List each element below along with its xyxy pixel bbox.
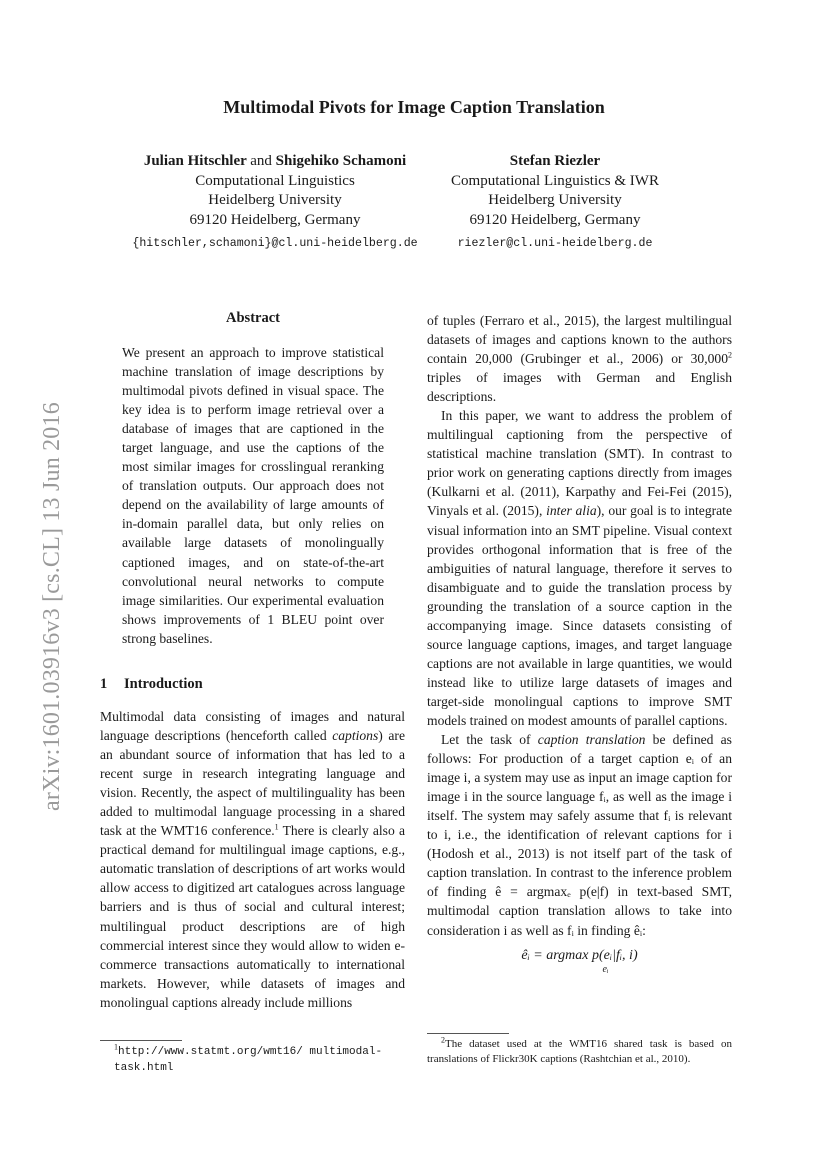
equation-subscript: eᵢ xyxy=(602,963,609,975)
abstract-text: We present an approach to improve statistical machine translation of image descriptions by multimodal pivots defined in visual space. The key idea is to perform image retrieval over a database of images that are captioned in the target language, and use the captions of the most similar images for crosslingual reranking of translation outputs. Our approach does not depend on the availability of large amounts of in-domain parallel data, but only relies on available large datasets of monolingually captioned images, and on state-of-the-art convolutional neural networks to compute image similarities. Our experimental evaluation shows improvements of 1 BLEU point over strong baselines. xyxy=(122,345,384,646)
footnote-url: http://www.statmt.org/wmt16/ multimodal-task.html xyxy=(114,1046,383,1074)
author-email: {hitschler,schamoni}@cl.uni-heidelberg.de xyxy=(132,237,418,250)
section-title: Introduction xyxy=(124,676,203,692)
author-university: Heidelberg University xyxy=(208,192,342,208)
footnote-marker: 1 xyxy=(114,1042,118,1052)
section-number: 1 xyxy=(100,676,108,692)
footnote-marker: 2 xyxy=(441,1035,445,1045)
author-name-2: Shigehiko Schamoni xyxy=(275,153,407,169)
footnote-marker: 1 xyxy=(274,822,279,832)
author-block-right xyxy=(430,152,680,252)
author-university: Heidelberg University xyxy=(488,192,622,208)
paragraph: Multimodal data consisting of images and natural language descriptions (henceforth called captions) are an abundant source of information that has led to a recent surge in research integrating language and vision. Recently, the aspect of multilinguality has been added to multimodal language processing in a shared task at the WMT16 conference.$^1$ There is clearly also a practical demand for multilingual image captions, e.g., automatic translation of descriptions of art works would allow access to digitized art catalogues across language barriers and is thus of social and cultural interest; multilingual product descriptions are of high commercial interest since they would allow to widen e-commerce transactions automatically to international markets. However, while datasets of images and monolingual captions already include millions xyxy=(100,709,405,1010)
author-block-left xyxy=(110,152,440,252)
abstract-heading: Abstract xyxy=(226,310,280,326)
author-conjunction: and xyxy=(250,153,272,169)
footnote-marker: 2 xyxy=(728,350,732,360)
author-name-1: Julian Hitschler xyxy=(143,153,247,169)
author-name-3: Stefan Riezler xyxy=(509,153,601,169)
footnote-rule xyxy=(100,1040,182,1041)
footnote-text: The dataset used at the WMT16 shared task is based on translations of Flickr30K captions (Rashtchian et al., 2010). xyxy=(427,1038,732,1065)
section-heading-introduction xyxy=(100,676,203,693)
paper-title: Multimodal Pivots for Image Caption Translation xyxy=(223,97,605,117)
author-department: Computational Linguistics & IWR xyxy=(451,172,659,189)
paragraph: Let the task of caption translation be defined as follows: For production of a target caption eᵢ of an image i, a system may use as input an image caption for image i in the source language fᵢ, as well as the image i itself. The system may safely assume that fᵢ is relevant to i, i.e., the identification of relevant captions for i (Hodosh et al., 2013) is not itself part of the task of caption translation. In contrast to the inference problem of finding ê = argmaxₑ p(e|f) in text-based SMT, multimodal caption translation allows to take into consideration i as well as fᵢ in finding êᵢ: xyxy=(427,732,732,938)
footnote-rule xyxy=(427,1033,509,1034)
footnote-left xyxy=(100,1040,405,1076)
equation: êᵢ = argmax p(eᵢ|fᵢ, i) eᵢ xyxy=(427,947,732,975)
author-email: riezler@cl.uni-heidelberg.de xyxy=(457,237,653,250)
paragraph: of tuples (Ferraro et al., 2015), the largest multilingual datasets of images and captions known to the authors contain 20,000 (Grubinger et al., 2006) or 30,000$^2$ triples of images with German and English descriptions. xyxy=(427,313,732,405)
author-address: 69120 Heidelberg, Germany xyxy=(189,211,361,228)
author-address: 69120 Heidelberg, Germany xyxy=(469,211,641,228)
author-department: Computational Linguistics xyxy=(195,172,355,189)
paragraph: In this paper, we want to address the problem of multilingual captioning from the perspective of statistical machine translation (SMT). In contrast to prior work on generating captions directly from images (Kulkarni et al. (2011), Karpathy and Fei-Fei (2015), Vinyals et al. (2015), inter alia), our goal is to integrate visual information into an SMT pipeline. Visual context provides orthogonal information that is free of the ambiguities of natural language, therefore it serves to disambiguate and to guide the translation process by grounding the translation of a source caption in the accompanying image. Since datasets consisting of source language captions, images, and target language captions are not available in large quantities, we would instead like to utilize large datasets of images and target-side monolingual captions to improve SMT models trained on modest amounts of parallel captions. xyxy=(427,408,732,728)
right-column-body xyxy=(427,311,732,975)
arxiv-stamp: arXiv:1601.03916v3 [cs.CL] 13 Jun 2016 xyxy=(39,402,65,811)
left-column-body xyxy=(100,707,405,1012)
author-names xyxy=(110,152,440,172)
footnote-right xyxy=(427,1033,732,1067)
